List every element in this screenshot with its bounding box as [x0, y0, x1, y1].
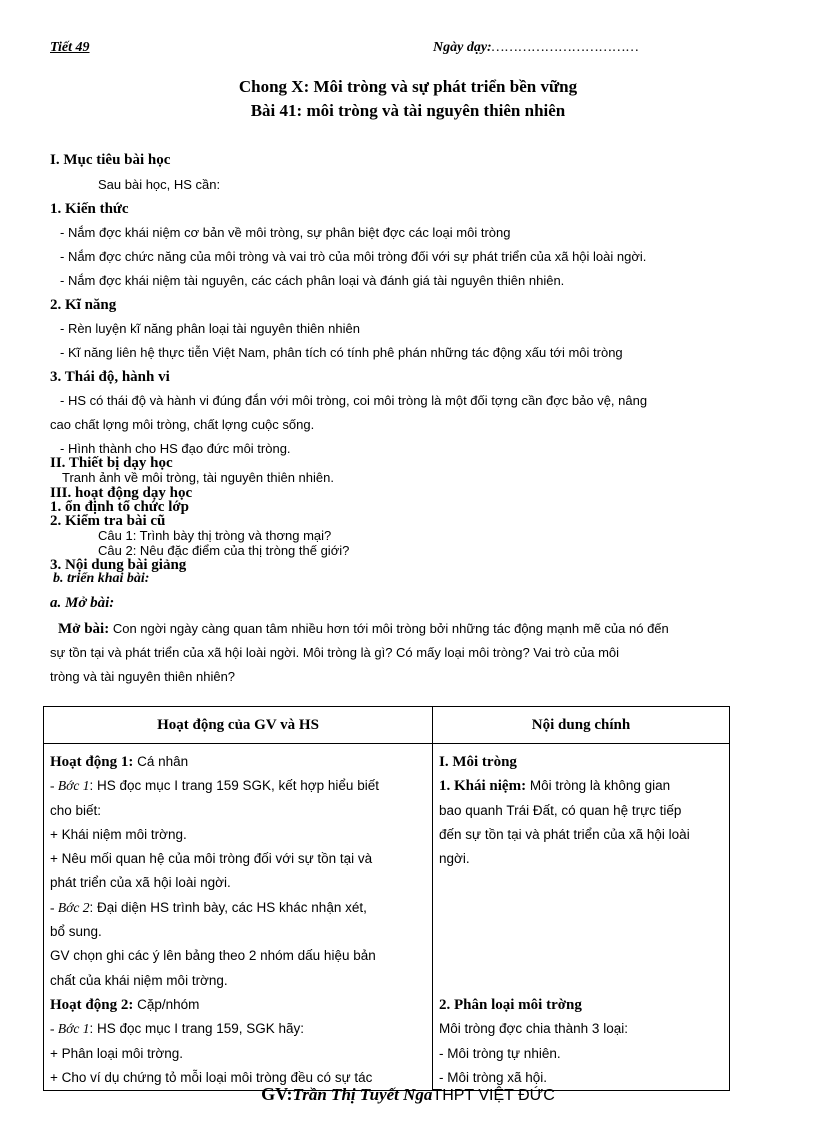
activity-line — [50, 1017, 426, 1041]
content-line — [439, 1017, 723, 1041]
intro-paragraph-line: sự tồn tại và phát triển của xã hội loài ngời. Môi tròng là gì? Có mấy loại môi tròng? Vai trò của môi — [50, 645, 620, 660]
col-header-content: Nội dung chính — [433, 707, 730, 744]
activity-line — [50, 847, 426, 871]
lesson-content-heading: 3. Nội dung bài giảng — [50, 557, 187, 573]
content-line-text: Môi tròng đợc chia thành 3 loại: — [439, 1021, 628, 1037]
footer-gv-label: GV: — [261, 1084, 293, 1104]
intro-paragraph-line — [58, 621, 669, 638]
content-line — [439, 799, 723, 823]
activity-line — [50, 944, 426, 968]
activity-line-bold: Hoạt động 2: — [50, 996, 134, 1013]
activities-lines — [50, 750, 426, 1090]
content-line — [439, 847, 723, 871]
attitude-item-cont: cao chất lợng môi tròng, chất lợng cuộc sống. — [50, 417, 315, 432]
col-header-activities: Hoạt động của GV và HS — [44, 707, 433, 744]
skills-item: - Kĩ năng liên hệ thực tiễn Việt Nam, phân tích có tính phê phán những tác động xấu tới môi tròng — [60, 345, 623, 360]
review-question: Câu 2: Nêu đặc điểm của thị tròng thế giới? — [98, 543, 350, 558]
activity-line-text: + Cho ví dụ chứng tỏ mỗi loại môi tròng đều có sự tác — [50, 1069, 373, 1085]
class-organization: 1. ổn định tổ chức lớp — [50, 499, 190, 515]
intro-text: Con ngời ngày càng quan tâm nhiều hơn tới môi tròng bởi những tác động mạnh mẽ của nó đến — [109, 621, 669, 636]
content-line — [439, 871, 723, 895]
activity-line-text: Cá nhân — [133, 754, 189, 769]
attitude-heading: 3. Thái độ, hành vi — [50, 369, 170, 385]
activity-line-text: + Khái niệm môi trờng. — [50, 826, 187, 842]
knowledge-item: - Nắm đợc khái niệm tài nguyên, các cách phân loại và đánh giá tài nguyên thiên nhiên. — [60, 273, 565, 288]
activities-cell — [44, 744, 433, 1091]
content-line — [439, 750, 723, 774]
footer — [0, 1084, 816, 1105]
activity-line — [50, 871, 426, 895]
activity-line-text: phát triển của xã hội loài ngời. — [50, 875, 231, 891]
footer-school: THPT VIỆT ĐỨC — [432, 1087, 555, 1104]
content-line — [439, 969, 723, 993]
content-line-text: - Môi tròng xã hội. — [439, 1069, 548, 1085]
content-line-text: ngời. — [439, 851, 470, 867]
content-line-text: bao quanh Trái Đất, có quan hệ trực tiếp — [439, 802, 682, 818]
table-header-row — [44, 707, 730, 744]
lesson-number: Tiết 49 — [50, 40, 90, 55]
table-row — [44, 744, 730, 1091]
content-line — [439, 774, 723, 798]
activity-line-text: : HS đọc mục I trang 159 SGK, kết hợp hiểu biết — [89, 778, 379, 794]
content-line-text: đến sự tồn tại và phát triển của xã hội loài — [439, 826, 690, 842]
attitude-item: - Hình thành cho HS đạo đức môi tròng. — [60, 441, 291, 456]
section-equipment-heading: II. Thiết bị dạy học — [50, 455, 173, 471]
activity-line-text: Cặp/nhóm — [133, 996, 200, 1012]
activity-line-text: bổ sung. — [50, 924, 102, 940]
activity-line — [50, 774, 426, 798]
activity-line-text: GV chọn ghi các ý lên bảng theo 2 nhóm dấu hiệu bản — [50, 948, 376, 964]
knowledge-item: - Nắm đợc chức năng của môi tròng và vai trò của môi tròng đối với sự phát triển của xã hội loài ngời. — [60, 249, 647, 264]
section-objectives-heading: I. Mục tiêu bài học — [50, 152, 171, 168]
content-line — [439, 993, 723, 1017]
intro-paragraph-line: tròng và tài nguyên thiên nhiên? — [50, 669, 236, 684]
activity-line — [50, 750, 426, 774]
attitude-item: - HS có thái độ và hành vi đúng đắn với môi tròng, coi môi tròng là một đối tợng cần đợc bảo vệ, nâng — [60, 393, 648, 408]
activity-line-step: - Bớc 1 — [50, 778, 90, 794]
teaching-date — [433, 40, 640, 56]
knowledge-item: - Nắm đợc khái niệm cơ bản về môi tròng, sự phân biệt đợc các loại môi tròng — [60, 225, 511, 240]
deploy-heading: b. triển khai bài: — [53, 571, 150, 586]
content-line — [439, 920, 723, 944]
content-cell — [433, 744, 730, 1091]
activity-line-step: - Bớc 1 — [50, 1021, 90, 1037]
content-lines — [439, 750, 723, 1090]
review-heading: 2. Kiểm tra bài cũ — [50, 513, 166, 529]
content-line-bold: 1. Khái niệm: — [439, 778, 527, 795]
content-line-text: Môi tròng là không gian — [526, 778, 671, 794]
activity-line-text: + Nêu mối quan hệ của môi tròng đối với sự tồn tại và — [50, 851, 373, 867]
content-line — [439, 896, 723, 920]
content-line-bold: 2. Phân loại môi trờng — [439, 996, 582, 1013]
activity-line — [50, 920, 426, 944]
activity-line — [50, 896, 426, 920]
objectives-intro: Sau bài học, HS cần: — [98, 177, 221, 192]
activity-line-text: chất của khái niệm môi trờng. — [50, 972, 228, 988]
date-label: Ngày dạy: — [433, 40, 492, 55]
activity-line-text: : Đại diện HS trình bày, các HS khác nhận xét, — [89, 899, 367, 915]
review-question: Câu 1: Trình bày thị tròng và thơng mại? — [98, 528, 332, 543]
activity-line — [50, 1042, 426, 1066]
content-line — [439, 1042, 723, 1066]
equipment-content: Tranh ảnh về môi tròng, tài nguyên thiên nhiên. — [62, 470, 334, 485]
chapter-title: Chong X: Môi tròng và sự phát triển bền vững — [238, 77, 578, 96]
activity-line-bold: Hoạt động 1: — [50, 754, 134, 770]
activity-line — [50, 799, 426, 823]
skills-item: - Rèn luyện kĩ năng phân loại tài nguyên thiên nhiên — [60, 321, 360, 336]
content-line — [439, 823, 723, 847]
activity-line — [50, 969, 426, 993]
knowledge-heading: 1. Kiến thức — [50, 201, 129, 217]
activity-line-step: - Bớc 2 — [50, 899, 90, 915]
activity-line-text: cho biết: — [50, 802, 102, 818]
skills-heading: 2. Kĩ năng — [50, 297, 117, 313]
section-activities-heading: III. hoạt động dạy học — [50, 485, 193, 501]
content-line-bold: I. Môi tròng — [439, 754, 517, 770]
lesson-title: Bài 41: môi tròng và tài nguyên thiên nhiên — [250, 101, 566, 120]
activity-table — [43, 706, 730, 1091]
activity-line-text: + Phân loại môi trờng. — [50, 1045, 184, 1061]
date-dots: …………………………… — [491, 40, 640, 55]
activity-line — [50, 993, 426, 1017]
activity-line-text: : HS đọc mục I trang 159, SGK hãy: — [89, 1021, 305, 1037]
intro-heading: a. Mở bài: — [50, 595, 115, 611]
intro-label: Mở bài: — [58, 621, 110, 637]
footer-signature: Trần Thị Tuyết Nga — [292, 1085, 433, 1104]
content-line — [439, 944, 723, 968]
activity-line — [50, 823, 426, 847]
content-line-text: - Môi tròng tự nhiên. — [439, 1045, 561, 1061]
